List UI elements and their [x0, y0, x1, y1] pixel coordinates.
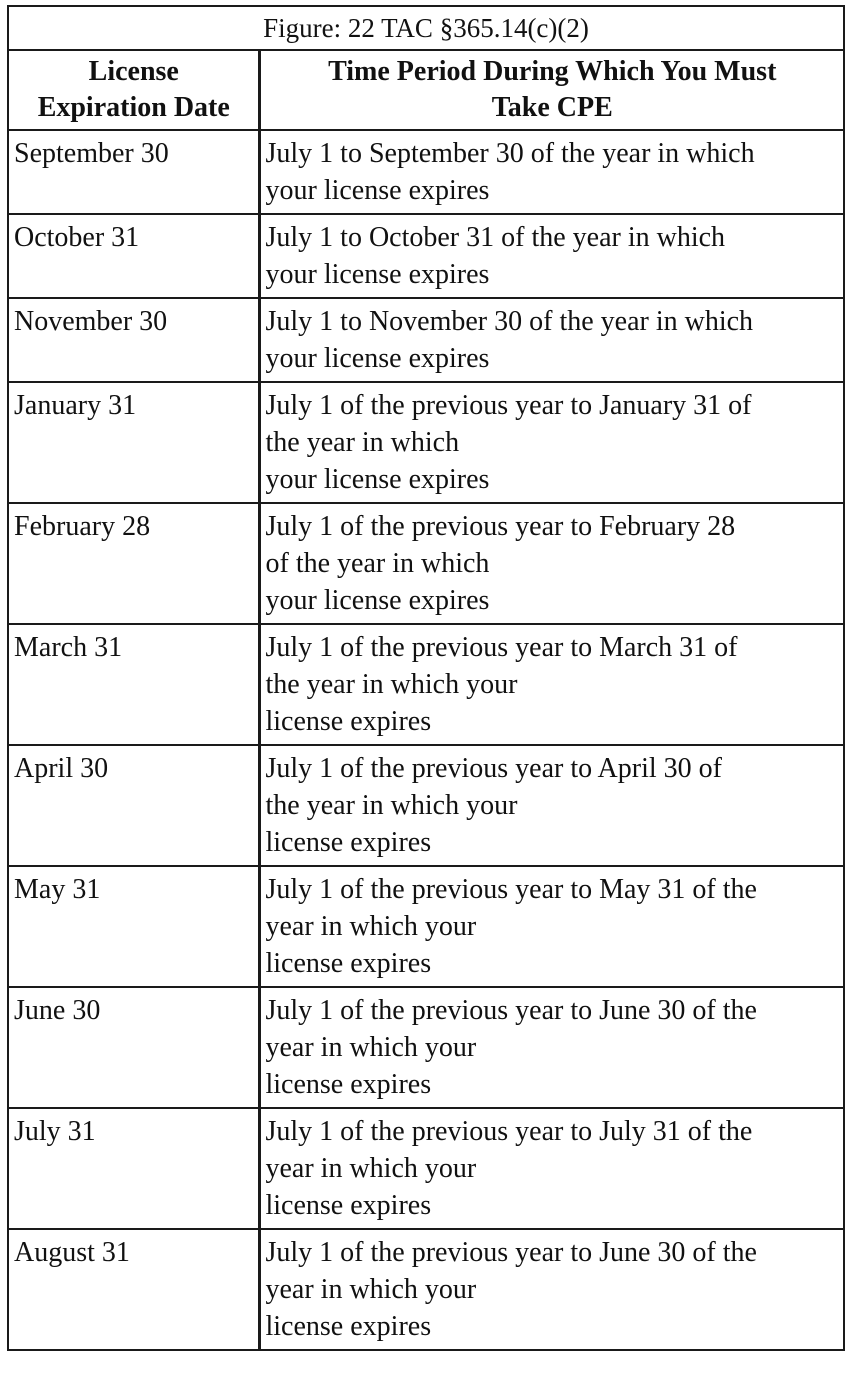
time-period-line: July 1 of the previous year to May 31 of the	[265, 874, 757, 905]
time-period-cell	[259, 1229, 843, 1349]
time-period-line: July 1 to September 30 of the year in which	[265, 138, 755, 169]
time-period-line: July 1 to October 31 of the year in which	[265, 222, 726, 253]
table-row	[9, 624, 843, 745]
table-row	[9, 1108, 843, 1229]
time-period-cell	[259, 745, 843, 866]
time-period-cell	[259, 624, 843, 745]
time-period-line: license expires	[265, 827, 432, 858]
time-period-line: license expires	[265, 1311, 432, 1342]
expiration-date-cell: January 31	[9, 382, 259, 503]
table-row	[9, 214, 843, 298]
time-period-line: July 1 of the previous year to July 31 of the	[265, 1116, 753, 1147]
time-period-cell	[259, 298, 843, 382]
table-row	[9, 298, 843, 382]
time-period-line: the year in which your	[265, 790, 518, 821]
time-period-cell	[259, 1108, 843, 1229]
expiration-date-cell: July 31	[9, 1108, 259, 1229]
expiration-date-cell: November 30	[9, 298, 259, 382]
time-period-cell	[259, 214, 843, 298]
time-period-line: July 1 of the previous year to June 30 of the	[265, 1237, 757, 1268]
time-period-line: license expires	[265, 1190, 432, 1221]
figure-table	[7, 5, 845, 1351]
time-period-line: year in which your	[265, 1032, 477, 1063]
time-period-line: year in which your	[265, 1153, 477, 1184]
time-period-line: July 1 of the previous year to January 31 of	[265, 390, 752, 421]
time-period-line: license expires	[265, 948, 432, 979]
time-period-line: your license expires	[265, 175, 490, 206]
expiration-date-cell: May 31	[9, 866, 259, 987]
header-time-period: Time Period During Which You Must Take CPE	[259, 51, 843, 130]
time-period-line: license expires	[265, 1069, 432, 1100]
time-period-line: July 1 to November 30 of the year in which	[265, 306, 754, 337]
table-row	[9, 130, 843, 214]
time-period-line: July 1 of the previous year to March 31 of	[265, 632, 738, 663]
time-period-cell	[259, 866, 843, 987]
expiration-date-cell: September 30	[9, 130, 259, 214]
time-period-line: July 1 of the previous year to June 30 of the	[265, 995, 757, 1026]
time-period-line: your license expires	[265, 343, 490, 374]
time-period-line: your license expires	[265, 585, 490, 616]
header-row	[9, 51, 843, 130]
expiration-date-cell: June 30	[9, 987, 259, 1108]
time-period-cell	[259, 503, 843, 624]
table-row	[9, 745, 843, 866]
figure-caption: Figure: 22 TAC §365.14(c)(2)	[9, 7, 843, 51]
time-period-line: July 1 of the previous year to February 28	[265, 511, 736, 542]
expiration-date-cell: August 31	[9, 1229, 259, 1349]
table-row	[9, 987, 843, 1108]
time-period-line: your license expires	[265, 464, 490, 495]
time-period-line: July 1 of the previous year to April 30 of	[265, 753, 722, 784]
table-row	[9, 382, 843, 503]
expiration-date-cell: February 28	[9, 503, 259, 624]
time-period-line: year in which your	[265, 1274, 477, 1305]
time-period-line: year in which your	[265, 911, 477, 942]
table-row	[9, 503, 843, 624]
expiration-date-cell: October 31	[9, 214, 259, 298]
expiration-date-cell: April 30	[9, 745, 259, 866]
header-expiration-date: License Expiration Date	[9, 51, 259, 130]
expiration-date-cell: March 31	[9, 624, 259, 745]
time-period-cell	[259, 130, 843, 214]
table-row	[9, 866, 843, 987]
cpe-period-table	[9, 51, 843, 1349]
time-period-line: of the year in which	[265, 548, 490, 579]
time-period-line: your license expires	[265, 259, 490, 290]
time-period-cell	[259, 987, 843, 1108]
time-period-line: the year in which your	[265, 669, 518, 700]
table-row	[9, 1229, 843, 1349]
time-period-cell	[259, 382, 843, 503]
time-period-line: the year in which	[265, 427, 460, 458]
time-period-line: license expires	[265, 706, 432, 737]
